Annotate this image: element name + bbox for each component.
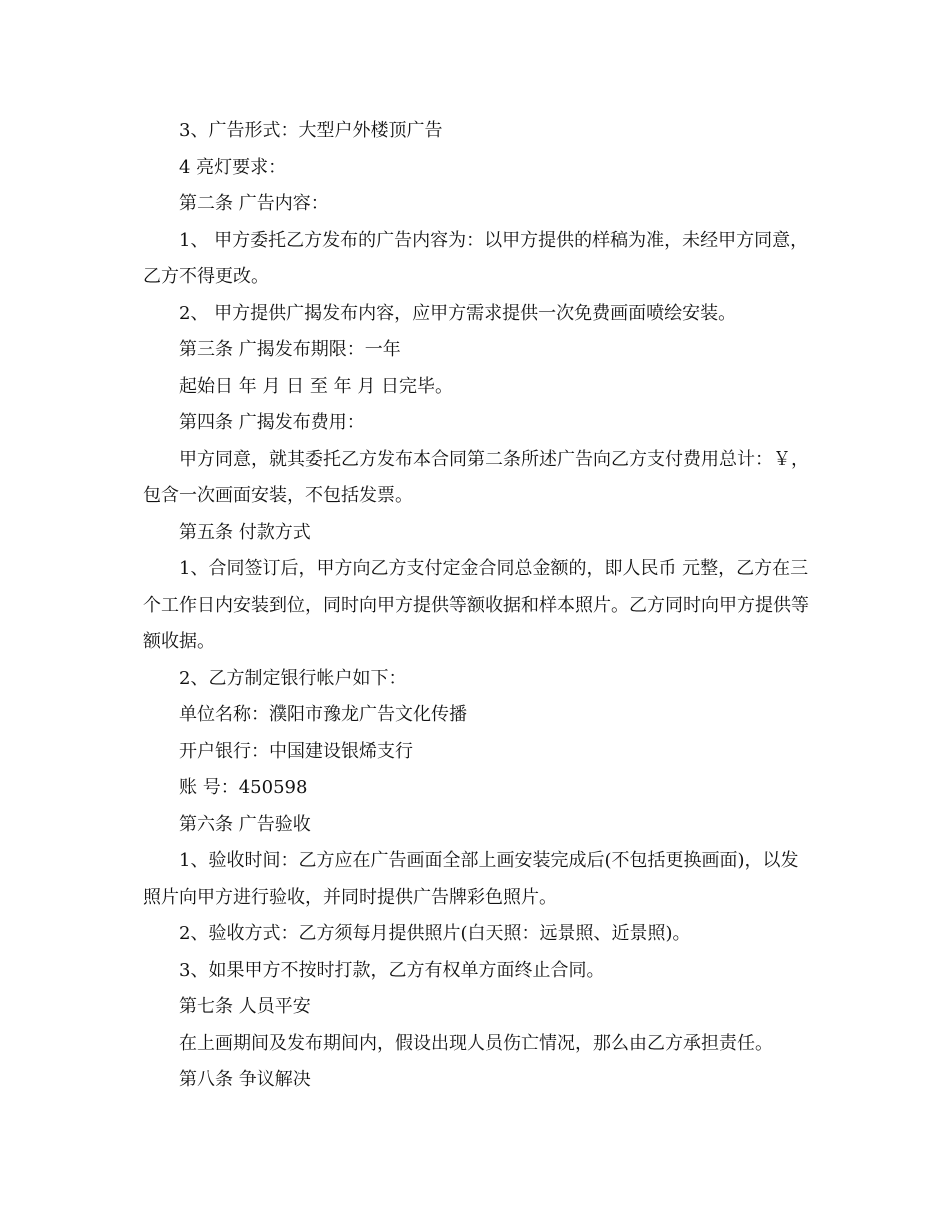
paragraph-ad-form: 3、广告形式：大型户外楼顶广告 <box>179 120 443 141</box>
heading-article-8: 第八条 争议解决 <box>179 1069 311 1090</box>
heading-article-2: 第二条 广告内容： <box>179 193 329 214</box>
paragraph-article-2-item-1: 1、 甲方委托乙方发布的广告内容为：以甲方提供的样稿为准，未经甲方同意，乙方不得更改。 <box>143 229 809 287</box>
paragraph-start-end-date: 起始日 年 月 日 至 年 月 日完毕。 <box>179 375 454 397</box>
document-body <box>143 113 811 1099</box>
paragraph-company-name: 单位名称：濮阳市豫龙广告文化传播 <box>179 704 467 725</box>
paragraph-acceptance-time: 1、验收时间：乙方应在广告画面全部上画安装完成后(不包括更换画面)，以发照片向甲方进行验收，并同时提供广告牌彩色照片。 <box>143 850 799 908</box>
paragraph-payment-item-2: 2、乙方制定银行帐户如下： <box>179 667 407 689</box>
paragraph-lighting-requirements: 4 亮灯要求： <box>179 156 287 178</box>
heading-article-6: 第六条 广告验收 <box>179 813 311 835</box>
paragraph-account-number: 账 号：450598 <box>179 777 308 798</box>
paragraph-payment-item-1: 1、合同签订后，甲方向乙方支付定金合同总金额的，即人民币 元整，乙方在三个工作日内安装到位，同时向甲方提供等额收据和样本照片。乙方同时向甲方提供等额收据。 <box>143 558 809 652</box>
heading-article-3: 第三条 广揭发布期限：一年 <box>179 339 401 360</box>
heading-article-7: 第七条 人员平安 <box>179 996 311 1017</box>
paragraph-acceptance-method: 2、验收方式：乙方须每月提供照片(白天照：远景照、近景照)。 <box>179 923 691 944</box>
paragraph-termination: 3、如果甲方不按时打款，乙方有权单方面终止合同。 <box>179 959 605 981</box>
paragraph-bank-name: 开户银行：中国建设银烯支行 <box>179 740 413 762</box>
heading-article-4: 第四条 广揭发布费用： <box>179 412 365 433</box>
paragraph-article-2-item-2: 2、 甲方提供广揭发布内容，应甲方需求提供一次免费画面喷绘安装。 <box>179 302 737 324</box>
paragraph-personnel-safety: 在上画期间及发布期间内，假设出现人员伤亡情况，那么由乙方承担责任。 <box>179 1032 773 1054</box>
heading-article-5: 第五条 付款方式 <box>179 521 311 543</box>
paragraph-fee-total: 甲方同意，就其委托乙方发布本合同第二条所述广告向乙方支付费用总计：￥，包含一次画面安装，不包括发票。 <box>143 448 809 506</box>
